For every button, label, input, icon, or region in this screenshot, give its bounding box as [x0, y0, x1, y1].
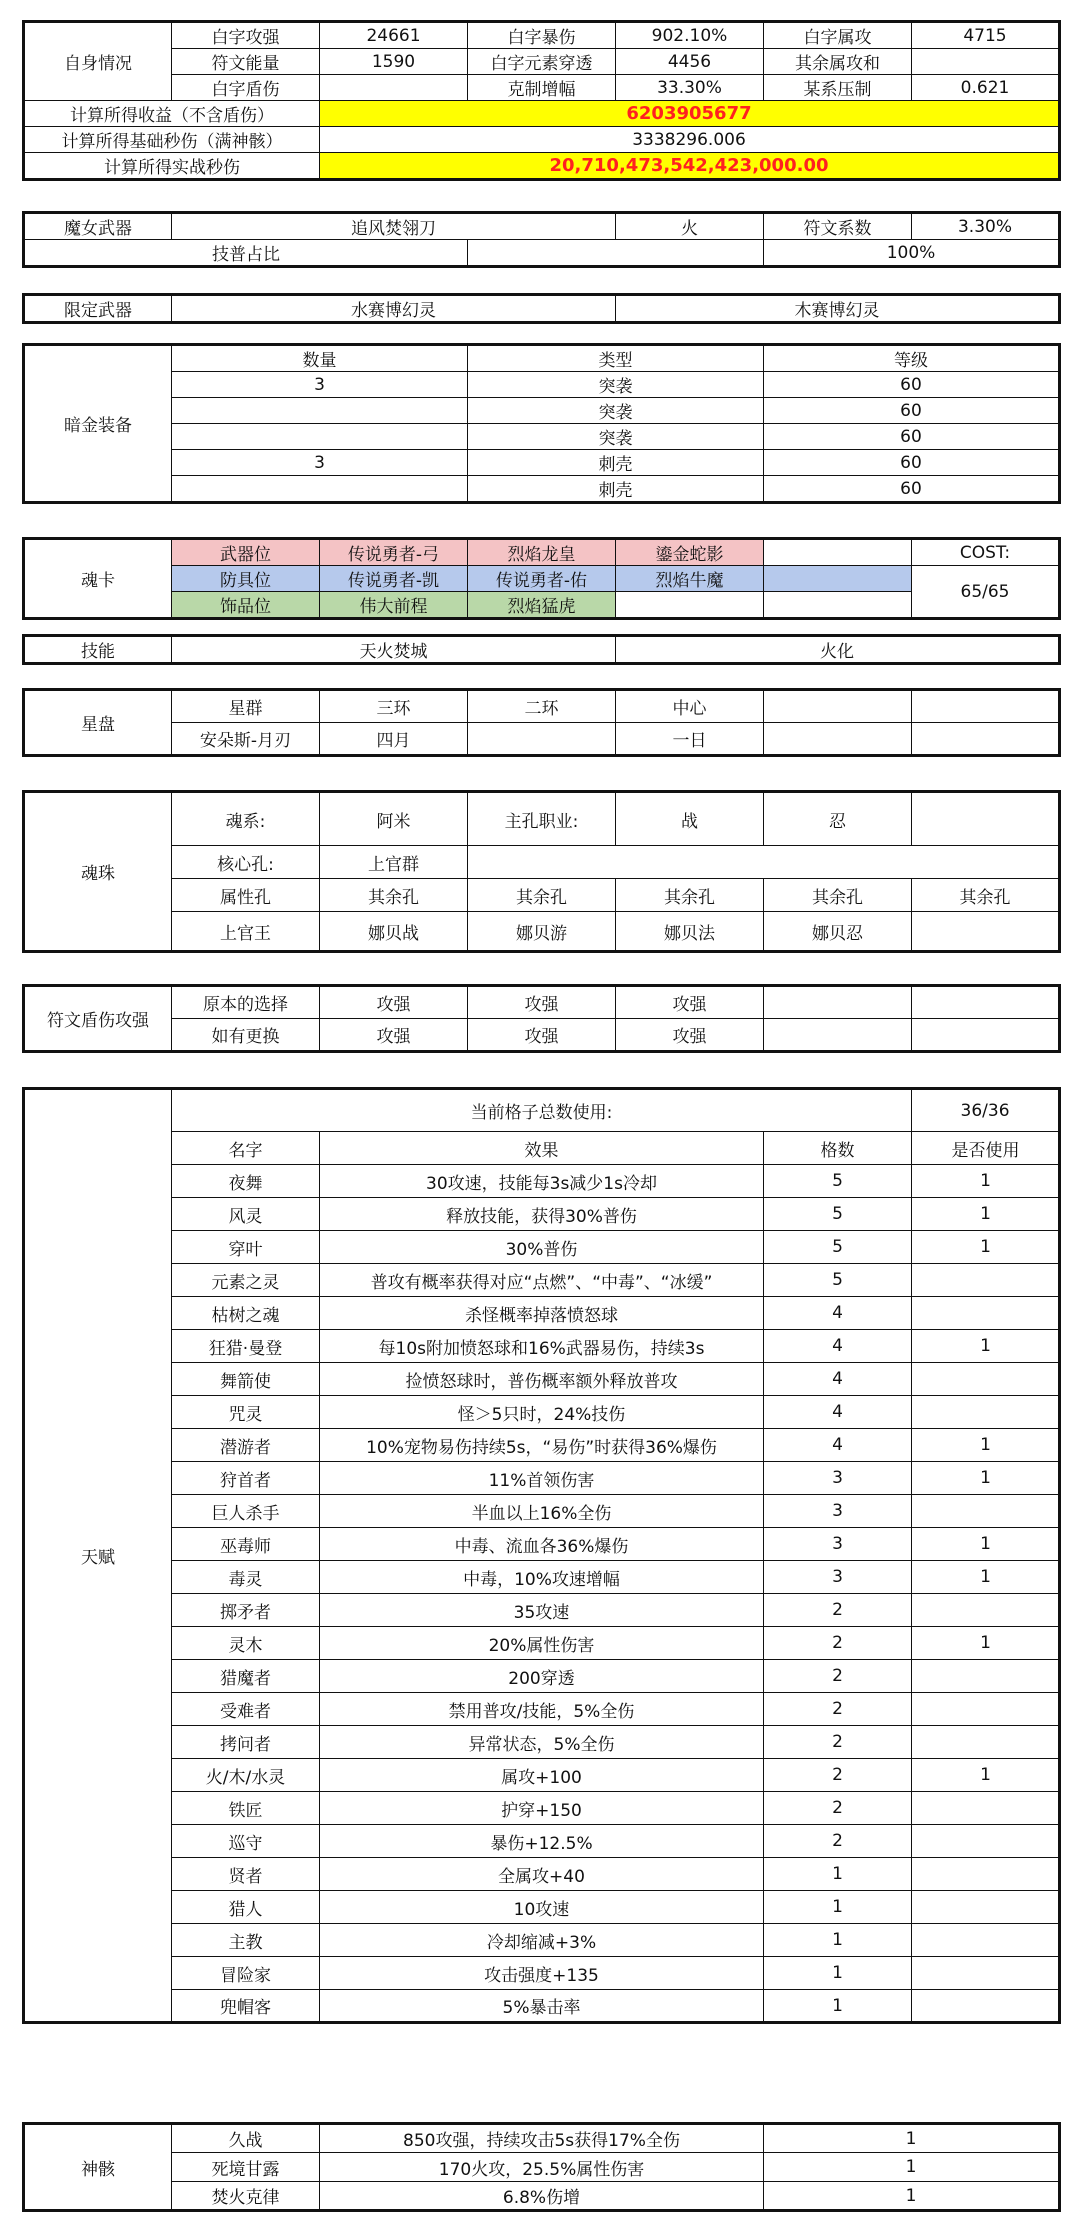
talent-name: 猎魔者	[172, 1660, 320, 1693]
talent-slots: 1	[764, 1924, 912, 1957]
cell: 中心	[616, 690, 764, 723]
cell: 久战	[172, 2124, 320, 2153]
weapon-table	[22, 211, 1061, 268]
talent-effect: 怪＞5只时，24%技伤	[320, 1396, 764, 1429]
talent-name: 猎人	[172, 1891, 320, 1924]
cell: 星群	[172, 690, 320, 723]
skill-a: 天火焚城	[172, 636, 616, 664]
cell: 四月	[320, 723, 468, 756]
cell: 上官群	[320, 846, 468, 879]
cell: 其余孔	[764, 879, 912, 912]
talent-slots: 2	[764, 1726, 912, 1759]
talent-name: 巡守	[172, 1825, 320, 1858]
cell: 一日	[616, 723, 764, 756]
talent-name: 铁匠	[172, 1792, 320, 1825]
talent-effect: 暴伤+12.5%	[320, 1825, 764, 1858]
talent-slots: 4	[764, 1297, 912, 1330]
cell	[172, 398, 468, 424]
talent-effect: 每10s附加愤怒球和16%武器易伤，持续3s	[320, 1330, 764, 1363]
cell: 白字盾伤	[172, 75, 320, 101]
talent-name: 火/木/水灵	[172, 1759, 320, 1792]
cell: 突袭	[468, 372, 764, 398]
rune-shield-table	[22, 984, 1061, 1053]
talent-slots: 1	[764, 1858, 912, 1891]
self-table	[22, 20, 1061, 181]
talent-slots: 1	[764, 1990, 912, 2023]
talent-slots: 1	[764, 1957, 912, 1990]
cell: 防具位	[172, 566, 320, 592]
talent-slots: 4	[764, 1363, 912, 1396]
cell: 如有更换	[172, 1019, 320, 1052]
limited-a: 水赛博幻灵	[172, 295, 616, 323]
talent-slots: 3	[764, 1462, 912, 1495]
skill-ratio-label: 技普占比	[24, 240, 468, 267]
cell: 二环	[468, 690, 616, 723]
cell: 娜贝游	[468, 912, 616, 952]
cell	[764, 986, 912, 1019]
talent-effect: 释放技能，获得30%普伤	[320, 1198, 764, 1231]
talent-name: 受难者	[172, 1693, 320, 1726]
cell: 0.621	[912, 75, 1060, 101]
cell: 娜贝战	[320, 912, 468, 952]
talent-name: 贤者	[172, 1858, 320, 1891]
talent-effect: 30%普伤	[320, 1231, 764, 1264]
cell: 60	[764, 398, 1060, 424]
cell: 4715	[912, 22, 1060, 49]
cell: 其余孔	[912, 879, 1060, 912]
talent-used: 1	[912, 1165, 1060, 1198]
talent-row	[24, 1891, 1060, 1924]
cost-value: 65/65	[912, 566, 1060, 619]
talent-total-label: 当前格子总数使用:	[172, 1089, 912, 1132]
cell: 白字暴伤	[468, 22, 616, 49]
soul-orb-table	[22, 790, 1061, 953]
cell: 1	[764, 2182, 1060, 2211]
talent-row	[24, 1858, 1060, 1891]
cell	[468, 723, 616, 756]
calc-value: 3338296.006	[320, 127, 1060, 153]
dark-gold-table	[22, 343, 1061, 504]
talent-row	[24, 1462, 1060, 1495]
weapon-label: 魔女武器	[24, 213, 172, 240]
cell	[912, 49, 1060, 75]
talent-used: 1	[912, 1198, 1060, 1231]
talent-used: 1	[912, 1330, 1060, 1363]
header-cell: 是否使用	[912, 1132, 1060, 1165]
talent-effect: 普攻有概率获得对应“点燃”、“中毒”、“冰缓”	[320, 1264, 764, 1297]
cell: 33.30%	[616, 75, 764, 101]
skill-section	[22, 634, 1058, 665]
soul-card-table	[22, 537, 1061, 620]
cell	[764, 592, 912, 619]
talent-used	[912, 1264, 1060, 1297]
talent-slots: 2	[764, 1693, 912, 1726]
talent-row	[24, 1825, 1060, 1858]
cell: 60	[764, 424, 1060, 450]
cell: 3	[172, 372, 468, 398]
talent-slots: 4	[764, 1396, 912, 1429]
talent-effect: 属攻+100	[320, 1759, 764, 1792]
cell: 白字属攻	[764, 22, 912, 49]
cell: 突袭	[468, 398, 764, 424]
talent-row	[24, 1726, 1060, 1759]
soul-card-section	[22, 537, 1058, 620]
cell: 3	[172, 450, 468, 476]
cell: 其余孔	[616, 879, 764, 912]
skill-b: 火化	[616, 636, 1060, 664]
talent-name: 主教	[172, 1924, 320, 1957]
cell: 烈焰龙皇	[468, 539, 616, 566]
talent-row	[24, 1429, 1060, 1462]
talent-row	[24, 1495, 1060, 1528]
cell	[616, 592, 764, 619]
cell: 4456	[616, 49, 764, 75]
talent-row	[24, 1924, 1060, 1957]
dark-gold-section	[22, 343, 1058, 504]
talent-row	[24, 1330, 1060, 1363]
talent-effect: 捡愤怒球时，普伤概率额外释放普攻	[320, 1363, 764, 1396]
cell: 原本的选择	[172, 986, 320, 1019]
cell: 6.8%伤增	[320, 2182, 764, 2211]
soul-orb-section	[22, 790, 1058, 953]
talent-name: 狂猎·曼登	[172, 1330, 320, 1363]
cell: 攻强	[320, 1019, 468, 1052]
cell	[912, 986, 1060, 1019]
weapon-name: 追风焚翎刀	[172, 213, 616, 240]
soul-orb-label: 魂珠	[24, 792, 172, 952]
cell: 24661	[320, 22, 468, 49]
cell: 60	[764, 372, 1060, 398]
cell: 60	[764, 450, 1060, 476]
calc-label: 计算所得实战秒伤	[24, 153, 320, 180]
cell: 850攻强，持续攻击5s获得17%全伤	[320, 2124, 764, 2153]
cell: 属性孔	[172, 879, 320, 912]
talent-effect: 半血以上16%全伤	[320, 1495, 764, 1528]
cell: 1	[764, 2153, 1060, 2182]
limited-label: 限定武器	[24, 295, 172, 323]
limited-b: 木赛博幻灵	[616, 295, 1060, 323]
talent-effect: 全属攻+40	[320, 1858, 764, 1891]
talent-row	[24, 1693, 1060, 1726]
talent-effect: 中毒、流血各36%爆伤	[320, 1528, 764, 1561]
talent-name: 枯树之魂	[172, 1297, 320, 1330]
talent-row	[24, 1198, 1060, 1231]
talent-used: 1	[912, 1462, 1060, 1495]
star-section	[22, 688, 1058, 757]
talent-used	[912, 1726, 1060, 1759]
talent-slots: 2	[764, 1660, 912, 1693]
talent-effect: 10%宠物易伤持续5s，“易伤”时获得36%爆伤	[320, 1429, 764, 1462]
talent-slots: 5	[764, 1165, 912, 1198]
cell: 攻强	[616, 986, 764, 1019]
cell: 娜贝法	[616, 912, 764, 952]
talent-row	[24, 1627, 1060, 1660]
cell	[764, 1019, 912, 1052]
cell: 其余属攻和	[764, 49, 912, 75]
calc-value: 6203905677	[320, 101, 1060, 127]
star-table	[22, 688, 1061, 757]
calc-label: 计算所得基础秒伤（满神骸）	[24, 127, 320, 153]
talent-name: 灵木	[172, 1627, 320, 1660]
rune-shield-label: 符文盾伤攻强	[24, 986, 172, 1052]
cell: 阿米	[320, 792, 468, 846]
cell: 主孔职业:	[468, 792, 616, 846]
cell	[764, 539, 912, 566]
rune-value: 3.30%	[912, 213, 1060, 240]
talent-row	[24, 1297, 1060, 1330]
talent-label: 天赋	[24, 1089, 172, 2023]
header-cell: 数量	[172, 345, 468, 372]
cell: 传说勇者-佑	[468, 566, 616, 592]
talent-used	[912, 1363, 1060, 1396]
cell	[172, 424, 468, 450]
talent-row	[24, 1792, 1060, 1825]
cell	[912, 912, 1060, 952]
talent-table	[22, 1087, 1061, 2024]
cell: 攻强	[320, 986, 468, 1019]
cell: 饰品位	[172, 592, 320, 619]
cell: 武器位	[172, 539, 320, 566]
rune-shield-section	[22, 984, 1058, 1053]
calc-label: 计算所得收益（不含盾伤）	[24, 101, 320, 127]
cell: 攻强	[468, 1019, 616, 1052]
talent-slots: 3	[764, 1561, 912, 1594]
skill-table	[22, 634, 1061, 665]
talent-effect: 35攻速	[320, 1594, 764, 1627]
talent-slots: 5	[764, 1231, 912, 1264]
talent-effect: 20%属性伤害	[320, 1627, 764, 1660]
talent-used	[912, 1594, 1060, 1627]
talent-name: 咒灵	[172, 1396, 320, 1429]
talent-effect: 200穿透	[320, 1660, 764, 1693]
cell	[764, 690, 912, 723]
cell	[912, 723, 1060, 756]
cell: 传说勇者-弓	[320, 539, 468, 566]
talent-row	[24, 1990, 1060, 2023]
relic-label: 神骸	[24, 2124, 172, 2211]
cell: 鎏金蛇影	[616, 539, 764, 566]
talent-used	[912, 1396, 1060, 1429]
talent-row	[24, 1594, 1060, 1627]
cell: 符文能量	[172, 49, 320, 75]
talent-effect: 11%首领伤害	[320, 1462, 764, 1495]
talent-used	[912, 1792, 1060, 1825]
cell	[764, 723, 912, 756]
cell: 安朵斯-月刃	[172, 723, 320, 756]
relic-section	[22, 2122, 1058, 2212]
talent-name: 毒灵	[172, 1561, 320, 1594]
cost-label: COST:	[912, 539, 1060, 566]
talent-row	[24, 1165, 1060, 1198]
cell: 娜贝忍	[764, 912, 912, 952]
talent-effect: 10攻速	[320, 1891, 764, 1924]
cell: 某系压制	[764, 75, 912, 101]
talent-slots: 2	[764, 1825, 912, 1858]
talent-slots: 3	[764, 1495, 912, 1528]
dark-gold-label: 暗金装备	[24, 345, 172, 503]
cell: 烈焰牛魔	[616, 566, 764, 592]
header-cell: 效果	[320, 1132, 764, 1165]
cell: 刺壳	[468, 450, 764, 476]
cell: 突袭	[468, 424, 764, 450]
talent-used	[912, 1495, 1060, 1528]
cell: 170火攻，25.5%属性伤害	[320, 2153, 764, 2182]
talent-slots: 4	[764, 1330, 912, 1363]
talent-used	[912, 1858, 1060, 1891]
talent-name: 兜帽客	[172, 1990, 320, 2023]
cell: 三环	[320, 690, 468, 723]
talent-name: 掷矛者	[172, 1594, 320, 1627]
header-cell: 等级	[764, 345, 1060, 372]
talent-name: 拷问者	[172, 1726, 320, 1759]
talent-section	[22, 1087, 1058, 2024]
cell: 902.10%	[616, 22, 764, 49]
talent-effect: 30攻速，技能每3s减少1s冷却	[320, 1165, 764, 1198]
talent-name: 巨人杀手	[172, 1495, 320, 1528]
talent-row	[24, 1264, 1060, 1297]
talent-used: 1	[912, 1561, 1060, 1594]
cell	[764, 566, 912, 592]
talent-row	[24, 1957, 1060, 1990]
talent-slots: 5	[764, 1198, 912, 1231]
talent-row	[24, 1660, 1060, 1693]
talent-row	[24, 1363, 1060, 1396]
talent-total-value: 36/36	[912, 1089, 1060, 1132]
cell	[912, 690, 1060, 723]
talent-name: 夜舞	[172, 1165, 320, 1198]
cell	[912, 792, 1060, 846]
talent-slots: 2	[764, 1759, 912, 1792]
talent-used: 1	[912, 1759, 1060, 1792]
cell: 克制增幅	[468, 75, 616, 101]
cell: 魂系:	[172, 792, 320, 846]
talent-row	[24, 1561, 1060, 1594]
talent-name: 潜游者	[172, 1429, 320, 1462]
skill-ratio-value: 100%	[764, 240, 1060, 267]
calc-value: 20,710,473,542,423,000.00	[320, 153, 1060, 180]
cell: 忍	[764, 792, 912, 846]
weapon-section	[22, 211, 1058, 268]
header-cell: 类型	[468, 345, 764, 372]
talent-name: 风灵	[172, 1198, 320, 1231]
cell: 其余孔	[468, 879, 616, 912]
talent-effect: 禁用普攻/技能，5%全伤	[320, 1693, 764, 1726]
talent-used	[912, 1297, 1060, 1330]
cell: 烈焰猛虎	[468, 592, 616, 619]
cell: 伟大前程	[320, 592, 468, 619]
cell: 核心孔:	[172, 846, 320, 879]
star-label: 星盘	[24, 690, 172, 756]
talent-effect: 5%暴击率	[320, 1990, 764, 2023]
cell: 60	[764, 476, 1060, 503]
cell: 其余孔	[320, 879, 468, 912]
talent-name: 舞箭使	[172, 1363, 320, 1396]
cell: 传说勇者-凯	[320, 566, 468, 592]
cell: 攻强	[468, 986, 616, 1019]
cell	[172, 476, 468, 503]
talent-effect: 冷却缩减+3%	[320, 1924, 764, 1957]
header-cell: 名字	[172, 1132, 320, 1165]
talent-used	[912, 1924, 1060, 1957]
cell: 白字攻强	[172, 22, 320, 49]
header-cell: 格数	[764, 1132, 912, 1165]
talent-row	[24, 1231, 1060, 1264]
talent-used: 1	[912, 1231, 1060, 1264]
talent-used: 1	[912, 1627, 1060, 1660]
talent-slots: 4	[764, 1429, 912, 1462]
talent-slots: 5	[764, 1264, 912, 1297]
relic-table	[22, 2122, 1061, 2212]
talent-name: 冒险家	[172, 1957, 320, 1990]
talent-name: 元素之灵	[172, 1264, 320, 1297]
cell: 攻强	[616, 1019, 764, 1052]
weapon-element: 火	[616, 213, 764, 240]
talent-effect: 中毒，10%攻速增幅	[320, 1561, 764, 1594]
rune-label: 符文系数	[764, 213, 912, 240]
self-section	[22, 20, 1058, 181]
talent-effect: 攻击强度+135	[320, 1957, 764, 1990]
cell: 战	[616, 792, 764, 846]
talent-row	[24, 1759, 1060, 1792]
talent-effect: 杀怪概率掉落愤怒球	[320, 1297, 764, 1330]
talent-row	[24, 1528, 1060, 1561]
cell: 白字元素穿透	[468, 49, 616, 75]
talent-slots: 3	[764, 1528, 912, 1561]
cell: 刺壳	[468, 476, 764, 503]
talent-slots: 1	[764, 1891, 912, 1924]
talent-row	[24, 1396, 1060, 1429]
empty-cell	[468, 846, 1060, 879]
talent-used	[912, 1693, 1060, 1726]
cell: 上官王	[172, 912, 320, 952]
talent-slots: 2	[764, 1594, 912, 1627]
limited-table	[22, 293, 1061, 324]
self-label: 自身情况	[24, 22, 172, 101]
cell: 1	[764, 2124, 1060, 2153]
talent-used	[912, 1891, 1060, 1924]
talent-used: 1	[912, 1528, 1060, 1561]
cell	[912, 1019, 1060, 1052]
talent-name: 狩首者	[172, 1462, 320, 1495]
talent-name: 穿叶	[172, 1231, 320, 1264]
cell: 死境甘露	[172, 2153, 320, 2182]
talent-slots: 2	[764, 1792, 912, 1825]
talent-slots: 2	[764, 1627, 912, 1660]
talent-effect: 异常状态，5%全伤	[320, 1726, 764, 1759]
cell	[320, 75, 468, 101]
cell: 焚火克律	[172, 2182, 320, 2211]
soul-card-label: 魂卡	[24, 539, 172, 619]
talent-used	[912, 1660, 1060, 1693]
talent-used	[912, 1825, 1060, 1858]
limited-section	[22, 293, 1058, 324]
talent-used	[912, 1990, 1060, 2023]
skill-label: 技能	[24, 636, 172, 664]
talent-effect: 护穿+150	[320, 1792, 764, 1825]
talent-used: 1	[912, 1429, 1060, 1462]
talent-name: 巫毒师	[172, 1528, 320, 1561]
talent-used	[912, 1957, 1060, 1990]
cell: 1590	[320, 49, 468, 75]
empty-cell	[468, 240, 764, 267]
